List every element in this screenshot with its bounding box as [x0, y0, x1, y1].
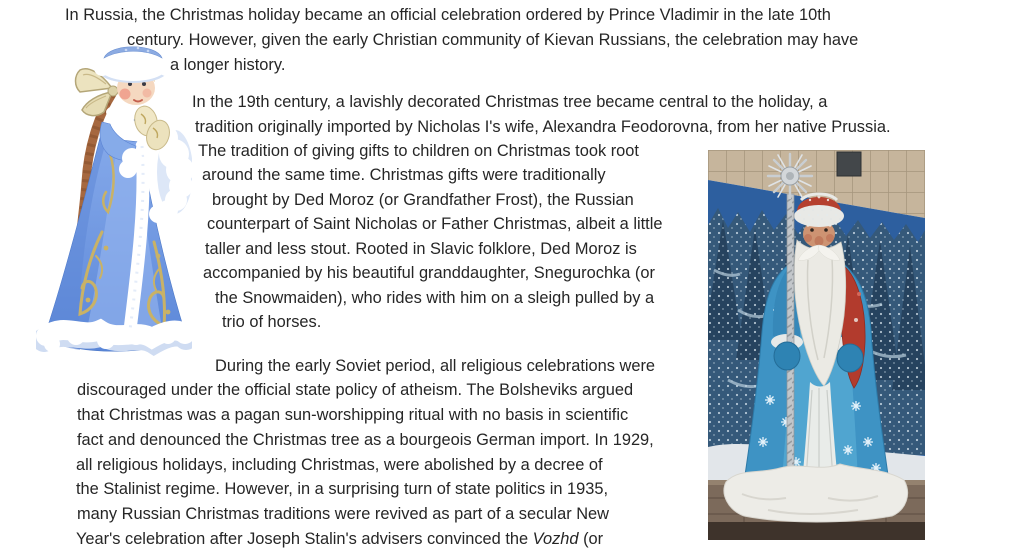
text-line: many Russian Christmas traditions were revived as part of a secular New: [77, 505, 609, 523]
text-line: trio of horses.: [222, 313, 322, 331]
text-line: In Russia, the Christmas holiday became an official celebration ordered by Prince Vladimir in the late 10th: [65, 6, 831, 24]
snegurochka-image: [36, 42, 192, 366]
text-line: century. However, given the early Christian community of Kievan Russians, the celebration may have: [127, 31, 859, 49]
ded-moroz-hat: [794, 194, 844, 227]
text-line: all religious holidays, including Christmas, were abolished by a decree of: [76, 456, 603, 474]
text-line: counterpart of Saint Nicholas or Father Christmas, albeit a little: [207, 215, 663, 233]
snegurochka-fur-hem: [44, 327, 191, 352]
snegurochka-hat: [94, 45, 173, 83]
text-line: the Snowmaiden), who rides with him on a sleigh pulled by a: [215, 289, 655, 307]
text-line: accompanied by his beautiful granddaughter, Snegurochka (or: [203, 264, 655, 282]
snegurochka-collar: [106, 105, 134, 119]
text-line: around the same time. Christmas gifts were traditionally: [202, 166, 606, 184]
text-run: Year's celebration after Joseph Stalin's advisers convinced the: [76, 530, 533, 548]
text-line: that Christmas was a pagan sun-worshipping ritual with no basis in scientific: [77, 406, 629, 424]
text-line: In the 19th century, a lavishly decorated Christmas tree became central to the holiday, a: [192, 93, 828, 111]
text-line: taller and less stout. Rooted in Slavic folklore, Ded Moroz is: [205, 240, 637, 258]
text-line: a longer history.: [170, 56, 286, 74]
text-line: During the early Soviet period, all religious celebrations were: [215, 357, 656, 375]
ded-moroz-image: [708, 150, 925, 540]
text-line: The tradition of giving gifts to children on Christmas took root: [198, 142, 639, 160]
snow-mound: [724, 464, 908, 522]
text-line: brought by Ded Moroz (or Grandfather Frost), the Russian: [212, 191, 634, 209]
text-line: fact and denounced the Christmas tree as a bourgeois German import. In 1929,: [77, 431, 654, 449]
text-line: tradition originally imported by Nicholas I's wife, Alexandra Feodorovna, from her native Prussia.: [195, 118, 891, 136]
text-line: [76, 529, 603, 549]
text-run: (or: [578, 530, 604, 548]
text-line: discouraged under the official state policy of atheism. The Bolsheviks argued: [77, 381, 634, 399]
text-run-italic: Vozhd: [532, 530, 579, 548]
text-line: the Stalinist regime. However, in a surprising turn of state politics in 1935,: [76, 480, 609, 498]
